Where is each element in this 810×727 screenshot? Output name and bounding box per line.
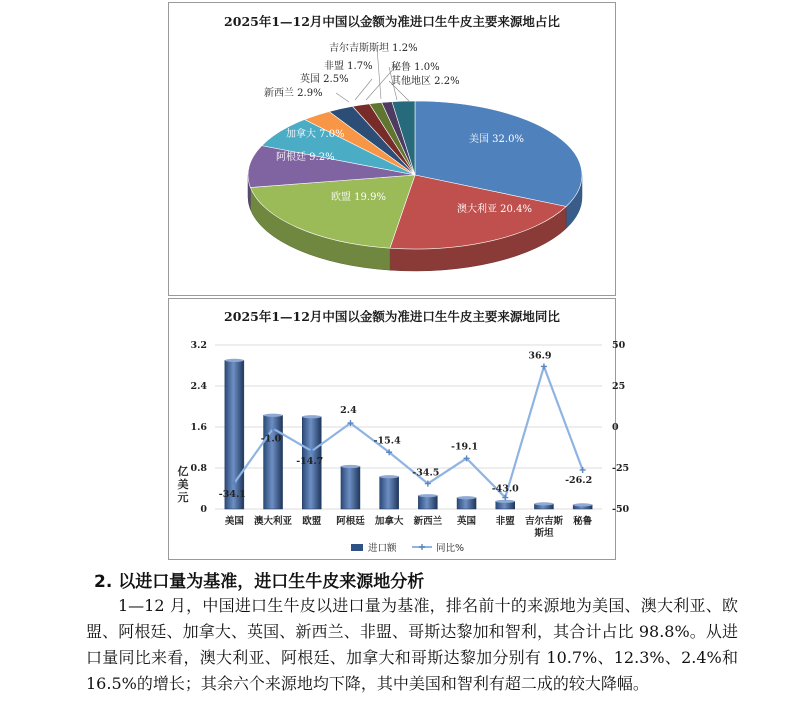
yoy-point-8 — [541, 363, 547, 369]
bar-4 — [380, 477, 399, 509]
yoy-label-7: -43.0 — [491, 483, 519, 495]
bar-6 — [457, 498, 476, 509]
category-label-9: 秘鲁 — [573, 516, 593, 527]
y-axis-label-char-1: 美 — [177, 478, 189, 491]
bar-cap-8 — [534, 502, 553, 505]
bar-0 — [225, 360, 244, 509]
y-axis-label-char-0: 亿 — [177, 465, 189, 478]
pie-label-5: 新西兰 2.9% — [264, 88, 323, 99]
category-label-2: 欧盟 — [302, 516, 322, 527]
pie-label-10: 其他地区 2.2% — [391, 76, 460, 87]
bar-cap-3 — [341, 465, 360, 468]
pie-chart — [169, 3, 615, 295]
bar-chart-panel — [168, 298, 630, 560]
category-label-7: 非盟 — [495, 516, 515, 527]
pie-label-4: 加拿大 7.0% — [286, 129, 345, 140]
yoy-label-8: 36.9 — [528, 350, 552, 362]
pie-leader-line-5 — [336, 93, 349, 102]
pie-leader-line-8 — [377, 48, 381, 99]
pie-label-7: 非盟 1.7% — [324, 61, 373, 72]
bar-cap-9 — [573, 503, 592, 506]
pie-label-2: 欧盟 19.9% — [331, 192, 386, 203]
bar-cap-2 — [302, 415, 321, 418]
bar-chart — [169, 299, 630, 559]
yoy-label-4: -15.4 — [373, 435, 401, 447]
left-tick-label-4: 3.2 — [190, 340, 207, 351]
category-label-5: 新西兰 — [413, 516, 443, 527]
yoy-label-1: -1.0 — [260, 433, 282, 445]
pie-label-6: 英国 2.5% — [300, 74, 349, 85]
yoy-label-2: -14.7 — [296, 456, 324, 468]
yoy-label-6: -19.1 — [451, 441, 479, 453]
left-tick-label-1: 0.8 — [190, 463, 207, 474]
right-tick-label-2: 0 — [612, 422, 619, 433]
right-tick-label-4: 50 — [612, 340, 626, 351]
pie-chart-title: 2025年1—12月中国以金额为准进口生牛皮主要来源地占比 — [224, 14, 560, 29]
bar-cap-5 — [418, 494, 437, 497]
legend-line-marker — [419, 544, 425, 550]
bar-chart-title: 2025年1—12月中国以金额为准进口生牛皮主要来源地同比 — [224, 309, 560, 324]
right-tick-label-0: -50 — [612, 504, 630, 515]
bar-cap-1 — [264, 414, 283, 417]
left-tick-label-2: 1.6 — [190, 422, 207, 433]
legend-label-line: 同比% — [436, 543, 465, 554]
category-label-4: 加拿大 — [374, 516, 404, 527]
category-labels — [225, 515, 593, 539]
category-label-1: 澳大利亚 — [254, 516, 293, 527]
bar-cap-4 — [380, 475, 399, 478]
pie-leader-line-6 — [355, 79, 372, 100]
category-label-8-1: 斯坦 — [534, 528, 554, 539]
pie-label-9: 秘鲁 1.0% — [391, 62, 440, 73]
yoy-label-3: 2.4 — [340, 405, 357, 417]
yoy-label-9: -26.2 — [565, 474, 593, 486]
pie-label-8: 吉尔吉斯斯坦 1.2% — [329, 43, 418, 54]
pie-label-1: 澳大利亚 20.4% — [457, 204, 532, 215]
bar-cap-0 — [225, 359, 244, 362]
legend-label-bar: 进口额 — [368, 543, 397, 554]
body-paragraph: 1—12 月，中国进口生牛皮以进口量为基准，排名前十的来源地为美国、澳大利亚、欧盟、阿根廷、加拿大、英国、新西兰、非盟、哥斯达黎加和智利，其合计占比 98.8%。从进口量同比来看，澳大利亚、阿根廷、加拿大和哥斯达黎加分别有 10.7%、12.3%、2.4%和 16.5%的增长；其余六个来源地均下降，其中美国和智利有超二成的较大降幅。 — [86, 596, 738, 693]
bar-cap-6 — [457, 496, 476, 499]
bar-3 — [341, 466, 360, 509]
left-tick-label-0: 0 — [200, 504, 207, 515]
category-label-8-0: 吉尔吉斯 — [524, 516, 563, 527]
pie-label-0: 美国 32.0% — [469, 134, 524, 145]
yoy-label-5: -34.5 — [412, 467, 440, 479]
pie-chart-panel — [168, 2, 616, 296]
pie-label-3: 阿根廷 9.2% — [276, 152, 335, 163]
y-axis-label-char-2: 元 — [177, 491, 189, 504]
legend-swatch-bar — [351, 544, 363, 551]
bar-5 — [418, 496, 437, 509]
category-label-6: 英国 — [457, 516, 477, 527]
bar-grid — [190, 340, 629, 515]
yoy-label-0: -34.1 — [218, 488, 246, 500]
category-label-0: 美国 — [224, 516, 244, 527]
legend — [351, 542, 464, 554]
right-tick-label-1: -25 — [612, 463, 630, 474]
left-tick-label-3: 2.4 — [190, 381, 207, 392]
section-heading: 2. 以进口量为基准，进口生牛皮来源地分析 — [94, 572, 425, 592]
pie-top-layer — [248, 101, 582, 249]
right-tick-label-3: 25 — [612, 381, 626, 392]
category-label-3: 阿根廷 — [336, 516, 365, 527]
